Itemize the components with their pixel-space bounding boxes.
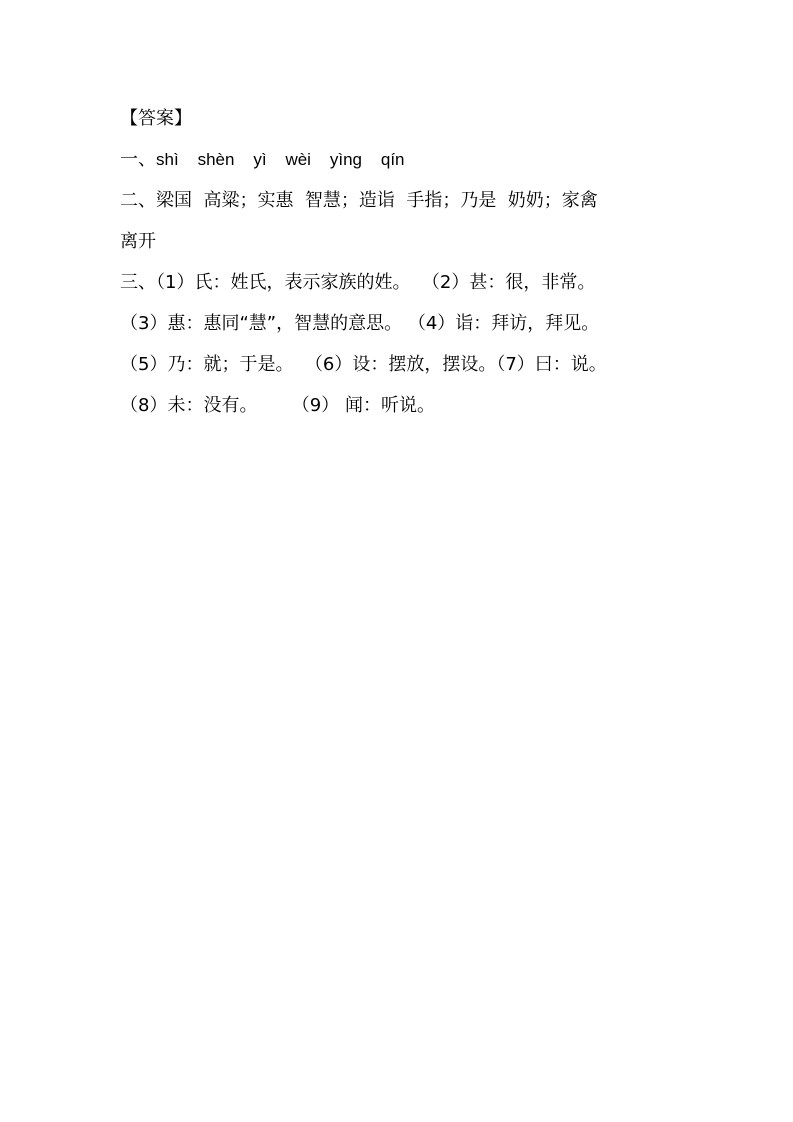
- section-2-line-1: 二、梁国 高粱；实惠 智慧；造诣 手指；乃是 奶奶；家禽: [120, 190, 598, 211]
- section-1-pinyin-line: [120, 139, 676, 180]
- section-3-line-4: （8）未：没有。 （9） 闻：听说。: [120, 395, 435, 416]
- section-3-line-1: 三、（1）氏：姓氏，表示家族的姓。 （2）甚：很，非常。: [120, 272, 596, 293]
- section-3-line-2: （3）惠：惠同“慧”，智慧的意思。 （4）诣：拜访，拜见。: [120, 313, 600, 334]
- section-3-line-3: （5）乃：就；于是。 （6）设：摆放，摆设。（7）曰：说。: [120, 354, 607, 375]
- answer-heading: 【答案】: [120, 108, 192, 129]
- section-1-prefix: 一、: [120, 149, 156, 170]
- answer-content: [120, 98, 676, 426]
- section-1-pinyin: shì shèn yì wèi yìng qín: [156, 150, 405, 169]
- section-2-line-2: 离开: [120, 231, 156, 252]
